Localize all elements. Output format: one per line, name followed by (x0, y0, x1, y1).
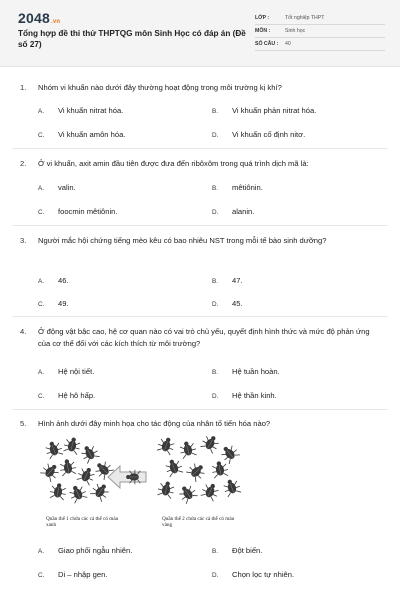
option-text: 45. (232, 299, 243, 308)
option-1b[interactable] (212, 106, 316, 115)
option-letter: A. (38, 278, 45, 285)
question-text: Người mắc hội chứng tiếng mèo kêu có bao nhiêu NST trong mỗi tế bào sinh dưỡng? (38, 236, 327, 245)
option-2a[interactable] (38, 183, 76, 192)
divider (12, 225, 388, 226)
meta-value: 40 (285, 41, 291, 47)
option-letter: C. (38, 301, 45, 308)
meta-label: MÔN : (255, 28, 271, 34)
meta-value: Sinh học (285, 28, 306, 34)
option-4c[interactable] (38, 391, 95, 400)
option-3c[interactable] (38, 299, 69, 308)
migration-figure (38, 436, 268, 532)
option-letter: D. (212, 572, 219, 579)
option-text: Hệ hô hấp. (58, 391, 96, 400)
option-text: Đột biến. (232, 546, 263, 555)
option-letter: B. (212, 369, 219, 376)
beetle-populations-illustration (38, 436, 268, 516)
option-letter: D. (212, 209, 219, 216)
option-letter: D. (212, 301, 219, 308)
question-number: 4. (20, 327, 27, 336)
option-text: Hệ thần kinh. (232, 391, 277, 400)
option-1c[interactable] (38, 130, 125, 139)
exam-meta (255, 12, 385, 51)
option-letter: A. (38, 108, 45, 115)
option-text: Vi khuẩn phản nitrat hóa. (232, 106, 317, 115)
option-text: Vi khuẩn amôn hóa. (58, 130, 126, 139)
option-1d[interactable] (212, 130, 305, 139)
question-number: 3. (20, 236, 27, 245)
figure-caption-right: Quần thể 2 chứa các cá thể có màu vàng (162, 516, 235, 529)
exam-title: Tổng hợp đề thi thử THPTQG môn Sinh Học có đáp án (Đề số 27) (18, 29, 246, 49)
meta-class-row (255, 12, 385, 25)
question-2 (20, 158, 380, 170)
question-number: 2. (20, 159, 27, 168)
option-text: Giao phối ngẫu nhiên. (58, 546, 133, 555)
option-letter: B. (212, 108, 219, 115)
figure-caption-left: Quần thể 1 chứa các cá thể có màu xanh (46, 516, 119, 529)
option-letter: D. (212, 393, 219, 400)
site-logo[interactable]: 2048.vn (18, 10, 61, 26)
option-letter: B. (212, 185, 219, 192)
meta-label: LỚP : (255, 15, 270, 21)
option-text: valin. (58, 183, 76, 192)
option-text: alanin. (232, 207, 255, 216)
option-3d[interactable] (212, 299, 243, 308)
option-2d[interactable] (212, 207, 254, 216)
option-3a[interactable] (38, 276, 69, 285)
question-3 (20, 235, 380, 247)
option-text: 49. (58, 299, 69, 308)
option-letter: C. (38, 132, 45, 139)
question-text: Ở động vật bậc cao, hệ cơ quan nào có vai trò chủ yếu, quyết định hình thức và mức độ phản ứng của cơ thể đối với các kích thích từ môi trường? (38, 327, 370, 348)
option-4b[interactable] (212, 367, 280, 376)
option-text: foocmin mêtiônin. (58, 207, 118, 216)
divider (12, 148, 388, 149)
question-text: Hình ảnh dưới đây minh họa cho tác động của nhân tố tiến hóa nào? (38, 419, 271, 428)
option-4d[interactable] (212, 391, 277, 400)
option-text: mêtiônin. (232, 183, 263, 192)
divider (12, 316, 388, 317)
option-4a[interactable] (38, 367, 94, 376)
option-5b[interactable] (212, 546, 262, 555)
option-2c[interactable] (38, 207, 118, 216)
question-text: Ở vi khuẩn, axit amin đầu tiên được đưa đến ribôxôm trong quá trình dịch mã là: (38, 159, 309, 168)
question-1 (20, 82, 380, 94)
option-letter: C. (38, 393, 45, 400)
option-letter: C. (38, 209, 45, 216)
option-letter: A. (38, 548, 45, 555)
option-5c[interactable] (38, 570, 107, 579)
option-text: Chọn lọc tự nhiên. (232, 570, 295, 579)
option-2b[interactable] (212, 183, 263, 192)
option-text: Hệ nội tiết. (58, 367, 95, 376)
meta-value: Tốt nghiệp THPT (285, 15, 325, 21)
option-text: 46. (58, 276, 69, 285)
option-text: Di – nhập gen. (58, 570, 108, 579)
population-2-beetles (156, 436, 242, 504)
question-4 (20, 326, 380, 349)
option-text: Hệ tuần hoàn. (232, 367, 280, 376)
option-5a[interactable] (38, 546, 132, 555)
option-text: Vi khuẩn cố định nitơ. (232, 130, 306, 139)
question-5 (20, 418, 380, 430)
option-3b[interactable] (212, 276, 243, 285)
option-letter: B. (212, 278, 219, 285)
option-1a[interactable] (38, 106, 123, 115)
meta-count-row (255, 38, 385, 51)
option-5d[interactable] (212, 570, 294, 579)
option-letter: B. (212, 548, 219, 555)
question-number: 1. (20, 83, 27, 92)
meta-subject-row (255, 25, 385, 38)
option-letter: D. (212, 132, 219, 139)
meta-label: SỐ CÂU : (255, 41, 279, 47)
option-letter: A. (38, 369, 45, 376)
question-number: 5. (20, 419, 27, 428)
population-1-beetles (39, 436, 114, 504)
migration-arrow (108, 466, 146, 488)
option-letter: A. (38, 185, 45, 192)
question-text: Nhóm vi khuẩn nào dưới đây thường hoạt động trong môi trường kị khí? (38, 83, 282, 92)
divider (12, 409, 388, 410)
option-letter: C. (38, 572, 45, 579)
option-text: Vi khuẩn nitrat hóa. (58, 106, 124, 115)
option-text: 47. (232, 276, 243, 285)
page-header (0, 0, 400, 67)
